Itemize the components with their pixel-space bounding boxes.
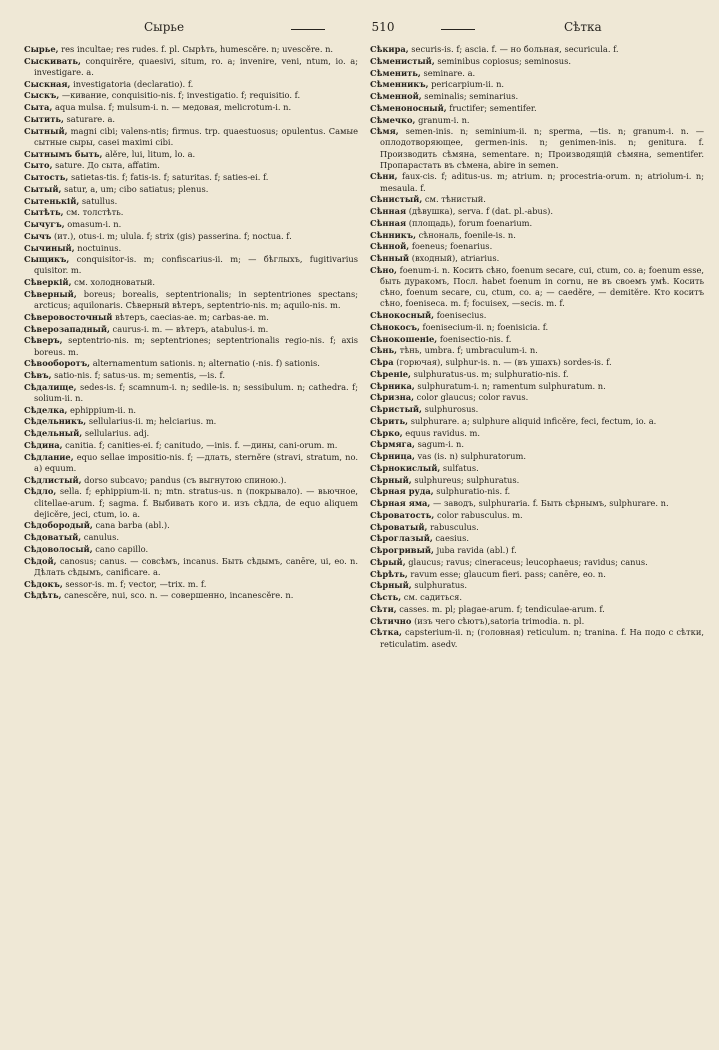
entry-headword: Сѣроглазый,	[370, 533, 433, 544]
entry-headword: Сыскъ,	[24, 90, 60, 101]
dictionary-entry	[370, 310, 704, 321]
entry-headword: Сырье,	[24, 44, 59, 54]
dictionary-entry	[370, 392, 704, 403]
entry-headword: Сѣмечко,	[370, 114, 416, 125]
dictionary-entry	[24, 486, 358, 519]
dictionary-entry	[24, 416, 358, 427]
entry-headword: Сѣделка,	[24, 404, 68, 415]
dictionary-entry	[24, 312, 358, 323]
entry-headword: Сѣтка,	[370, 627, 402, 638]
entry-definition: см. холодноватый.	[74, 277, 156, 288]
entry-headword: Сѣнный	[370, 253, 410, 264]
dictionary-entry	[24, 532, 358, 543]
entry-headword: Сѣдокъ,	[24, 578, 63, 589]
entry-definition: sulphurosus.	[424, 404, 479, 415]
dictionary-entry	[370, 533, 704, 544]
entry-headword: Сѣрнокислый,	[370, 462, 441, 473]
entry-headword: Сѣнникъ,	[370, 229, 416, 240]
entry-headword: Сѣрный,	[370, 580, 412, 591]
dictionary-entry	[370, 253, 704, 264]
entry-definition: — заводъ, sulphuraria. f. Быть сѣрнымъ, sulphurare. n.	[432, 498, 669, 509]
dictionary-entry	[24, 556, 358, 578]
entry-definition: sella. f; ephippium-ii. n; mtn. stratus-us. n (покрывало). — вьючное, clitellae-arum. f; sagma. f. Выбивать кого и. изъ сѣдла, de equo aliquem dejicĕre, jeci, ctum, io. a.	[34, 486, 358, 519]
entry-headword: Сѣроватость,	[370, 509, 435, 520]
dictionary-entry	[370, 369, 704, 380]
dictionary-entry	[370, 103, 704, 114]
entry-definition: sedes-is. f; scamnum-i. n; sedile-is. n; sessibulum. n; cathedra. f; solium-ii. n.	[34, 381, 359, 403]
entry-definition: вѣтеръ, caecias-ae. m; carbas-ae. m.	[115, 311, 269, 322]
header-left-guide-word: Сырье	[144, 20, 185, 34]
dictionary-entry	[24, 277, 358, 288]
entry-definition: sagum-i. n.	[417, 439, 465, 450]
dictionary-entry	[24, 370, 358, 381]
entry-headword: Сѣризна,	[370, 392, 415, 403]
entry-headword: Сѣнная	[370, 217, 407, 228]
dictionary-entry	[24, 579, 358, 590]
dictionary-entry	[370, 79, 704, 90]
dictionary-entry	[24, 90, 358, 101]
entry-headword: Сѣдельный,	[24, 428, 83, 439]
entry-headword: Сыщикъ,	[24, 254, 70, 265]
entry-definition: foenisecius.	[436, 310, 487, 321]
entry-headword: Сѣменной,	[370, 91, 422, 101]
dictionary-entry	[24, 475, 358, 486]
entry-headword: Сычиный,	[24, 242, 75, 253]
dictionary-entry	[370, 381, 704, 392]
entry-definition: ravum esse; glaucum fieri. pass; canēre, eo. n.	[410, 568, 606, 579]
entry-definition: caesius.	[435, 533, 470, 544]
entry-definition: sulfatus.	[442, 462, 479, 473]
dictionary-entry	[24, 102, 358, 113]
left-column	[24, 44, 358, 650]
dictionary-entry	[24, 160, 358, 171]
entry-definition: sellularius-ii. m; helciarius. m.	[88, 416, 217, 427]
entry-headword: Сѣтично	[370, 615, 412, 626]
entry-definition: sature. До сыта, affatim.	[55, 160, 160, 171]
entry-definition: canescĕre, nui, sco. n. — совершенно, incanescĕre. n.	[64, 590, 294, 601]
entry-definition: sulphureus; sulphuratus.	[414, 474, 520, 485]
entry-headword: Сѣрко,	[370, 427, 403, 438]
dictionary-entry	[370, 241, 704, 252]
entry-headword: Сѣнная	[370, 206, 407, 217]
entry-definition: securis-is. f; ascia. f. — но больная, securicula. f.	[411, 44, 619, 54]
entry-definition: rabusculus.	[430, 521, 479, 532]
dictionary-entry	[24, 56, 358, 78]
dictionary-entry	[370, 230, 704, 241]
entry-headword: Сѣдоватый,	[24, 532, 82, 543]
entry-definition: satullus.	[81, 195, 118, 206]
entry-definition: alternamentum sationis. n; alternatio (-nis. f) sationis.	[92, 358, 320, 369]
dictionary-entry	[370, 451, 704, 462]
dictionary-entry	[24, 184, 358, 195]
dictionary-entry	[370, 486, 704, 497]
entry-headword: Сытить,	[24, 113, 64, 124]
entry-definition: capsterium-ii. n; (головная) reticulum. n; tranina. f. На подо с сѣтки, reticulatim. asedv.	[380, 627, 705, 649]
entry-headword: Сѣнь,	[370, 345, 398, 356]
dictionary-entry	[370, 627, 704, 649]
entry-definition: cana barba (abl.).	[95, 520, 170, 531]
entry-definition: см. садиться.	[403, 592, 463, 603]
right-column	[370, 44, 704, 650]
entry-definition: sulphuratio-nis. f.	[436, 486, 511, 497]
entry-headword: Сѣнистый,	[370, 194, 423, 205]
entry-definition: sulphuratus.	[414, 580, 468, 591]
entry-headword: Сѣрная руда,	[370, 486, 434, 497]
entry-definition: fructifer; sementifer.	[449, 102, 537, 113]
entry-definition: casses. m. pl; plagae-arum. f; tendiculae-arum. f.	[399, 603, 605, 614]
entry-definition: dorso subcavo; pandus (съ выгнутою спиною.).	[84, 474, 287, 485]
entry-headword: Сѣверозападный,	[24, 323, 110, 334]
entry-definition: foenisecium-ii. n; foenisicia. f.	[422, 321, 549, 332]
entry-definition: (ит.), otus-i. m; ulula. f; strix (gis) passerina. f; noctua. f.	[54, 230, 292, 241]
entry-headword: Сѣверовосточный	[24, 311, 113, 322]
dictionary-entry	[24, 590, 358, 601]
dictionary-entry	[24, 79, 358, 90]
entry-headword: Сѣрогривый,	[370, 545, 434, 556]
entry-definition: canitia. f; canities-ei. f; canitudo, —inis. f. —дины, cani-orum. m.	[65, 439, 338, 450]
page-header	[24, 16, 705, 44]
dictionary-entry	[370, 115, 704, 126]
dictionary-entry	[24, 544, 358, 555]
entry-headword: Сѣменить,	[370, 67, 421, 78]
entry-definition: magni cibi; valens-ntis; firmus. trp. quaestuosus; opulentus. Самые сытные сыры, casei maximi cibi.	[34, 125, 358, 147]
dictionary-entry	[370, 604, 704, 615]
entry-headword: Сѣроватый,	[370, 521, 428, 532]
dictionary-entry	[370, 206, 704, 217]
entry-headword: Сѣвъ,	[24, 370, 52, 381]
dictionary-entry	[24, 114, 358, 125]
dictionary-entry	[370, 498, 704, 509]
entry-headword: Сытенькій,	[24, 195, 80, 206]
entry-headword: Сытный,	[24, 125, 68, 136]
entry-headword: Сѣно,	[370, 264, 397, 275]
entry-headword: Сѣрѣть,	[370, 568, 408, 579]
entry-headword: Сѣдельникъ,	[24, 416, 87, 427]
dictionary-entry	[24, 172, 358, 183]
dictionary-entry	[24, 358, 358, 369]
dictionary-entry	[24, 440, 358, 451]
dictionary-entry	[370, 218, 704, 229]
entry-headword: Сѣнокосъ,	[370, 321, 420, 332]
dictionary-entry	[370, 545, 704, 556]
entry-definition: (дѣвушка), serva. f (dat. pl.-abus).	[408, 206, 553, 217]
dictionary-entry	[370, 56, 704, 67]
entry-headword: Сѣверъ,	[24, 335, 63, 346]
dictionary-entry	[370, 322, 704, 333]
page-number: 510	[327, 20, 439, 34]
dictionary-entry	[24, 382, 358, 404]
dictionary-entry	[24, 207, 358, 218]
dictionary-entry	[370, 416, 704, 427]
entry-definition: faux-cis. f; aditus-us. m; atrium. n; procestria-orum. n; atriolum-i. n; mesaula. f.	[380, 171, 704, 193]
dictionary-entry	[24, 219, 358, 230]
entry-headword: Сѣдалище,	[24, 381, 77, 392]
dictionary-entry	[370, 345, 704, 356]
entry-definition: saturare. a.	[66, 113, 116, 124]
entry-headword: Сѣсть,	[370, 592, 402, 603]
entry-headword: Сѣкира,	[370, 44, 409, 54]
entry-definition: sellularius. adj.	[84, 428, 150, 439]
dictionary-entry	[370, 522, 704, 533]
entry-definition: seminibus copiosus; seminosus.	[437, 55, 571, 66]
entry-headword: Сѣдина,	[24, 439, 63, 450]
entry-headword: Сѣрый,	[370, 556, 406, 567]
entry-headword: Сыта,	[24, 102, 53, 113]
dictionary-entry	[24, 126, 358, 148]
dictionary-entry	[24, 335, 358, 357]
entry-headword: Сѣрница,	[370, 451, 415, 462]
entry-headword: Сѣдлание,	[24, 451, 74, 462]
dictionary-entry	[370, 616, 704, 627]
entry-headword: Сѣрить,	[370, 415, 409, 426]
dictionary-entry	[370, 475, 704, 486]
entry-definition: noctuinus.	[77, 242, 122, 253]
dictionary-entry	[24, 520, 358, 531]
entry-headword: Сѣменоносный,	[370, 102, 447, 113]
entry-definition: satietas-tis. f; fatis-is. f; saturitas. f; saties-ei. f.	[70, 172, 269, 183]
dictionary-entry	[370, 569, 704, 580]
entry-definition: (изъ чего сѣютъ),satoria trimodia. n. pl.	[414, 615, 585, 626]
entry-definition: res incultae; res rudes. f. pl. Сырѣть, humescĕre. n; uvescĕre. n.	[61, 44, 334, 54]
entry-headword: Сѣнокошеніе,	[370, 333, 438, 344]
entry-headword: Сытый,	[24, 183, 62, 194]
entry-definition: sessor-is. m. f; vector, —trix. m. f.	[65, 578, 207, 589]
entry-definition: sulphuratus-us. m; sulphuratio-nis. f.	[413, 368, 569, 379]
entry-headword: Сѣдлистый,	[24, 474, 82, 485]
dictionary-entry	[24, 289, 358, 311]
dictionary-entry	[24, 405, 358, 416]
entry-headword: Сѣверкій,	[24, 277, 72, 288]
entry-definition: cano capillo.	[95, 543, 149, 554]
entry-definition: canosus; canus. — совсѣмъ, incanus. Быть сѣдымъ, canēre, ui, eo. n. Дѣлать сѣдымъ, canificare. a.	[34, 555, 358, 577]
entry-headword: Сѣвооборотъ,	[24, 358, 91, 369]
text-columns	[24, 44, 705, 650]
dictionary-entry	[370, 510, 704, 521]
entry-headword: Сѣрный,	[370, 474, 412, 485]
dictionary-entry	[370, 463, 704, 474]
entry-headword: Сѣменникъ,	[370, 79, 429, 90]
entry-headword: Сѣреніе,	[370, 368, 411, 379]
entry-definition: seminare. a.	[423, 67, 476, 78]
entry-headword: Сѣменистый,	[370, 55, 435, 66]
entry-headword: Сѣнокосный,	[370, 310, 435, 321]
entry-definition: equo sellae impositio-nis. f; —длать, sternĕre (stravi, stratum, no. a) equum.	[34, 451, 359, 473]
dictionary-entry	[370, 265, 704, 310]
dictionary-entry	[370, 334, 704, 345]
entry-definition: omasum-i. n.	[67, 219, 122, 230]
entry-definition: alĕre, lui, litum, lo. a.	[105, 148, 196, 159]
dictionary-entry	[370, 404, 704, 415]
dictionary-entry	[370, 171, 704, 193]
entry-definition: сѣнональ, foenile-is. n.	[418, 229, 516, 240]
dictionary-entry	[370, 91, 704, 102]
entry-headword: Сытость,	[24, 172, 69, 183]
entry-definition: —кивание, conquisitio-nis. f; investigatio. f; requisitio. f.	[61, 90, 301, 101]
entry-headword: Сычугъ,	[24, 219, 65, 230]
entry-definition: color rabusculus. m.	[436, 509, 523, 520]
dictionary-entry	[24, 149, 358, 160]
dictionary-entry	[370, 44, 704, 55]
entry-definition: boreus; borealis, septentrionalis; in septentriones spectans; arcticus; aquilonaris. Сѣверный вѣтеръ, septentrio-nis. m; aquilo-nis. m.	[34, 288, 358, 311]
entry-definition: ephippium-ii. n.	[70, 404, 137, 415]
entry-definition: foenisectio-nis. f.	[439, 333, 512, 344]
entry-headword: Сычъ	[24, 230, 52, 241]
entry-definition: foenum-i. n. Косить сѣно, foenum secare, cui, ctum, co. a; foenum esse, быть дуракомъ, Посл. habet foenum in cornu, не въ своемъ умѣ. Косить сѣно, foenum secare, cu, ctum, co. a; — caedĕre, — demitĕre. Кто коситъ сѣно, foeniseca. m. f; focuisex, —secis. m. f.	[380, 264, 704, 309]
entry-headword: Сѣни,	[370, 171, 398, 182]
entry-headword: Сѣрмяга,	[370, 439, 415, 450]
entry-definition: (входный), atriarius.	[411, 253, 500, 264]
entry-definition: satur, a, um; cibo satiatus; plenus.	[64, 183, 209, 194]
entry-headword: Сѣра	[370, 357, 394, 368]
entry-definition: sulphuratum-i. n; ramentum sulphuratum. n.	[417, 380, 606, 391]
dictionary-entry	[370, 428, 704, 439]
dictionary-entry	[24, 428, 358, 439]
entry-definition: sulphurare. a; sulphure aliquid inficĕre, feci, fectum, io. a.	[410, 415, 657, 426]
dictionary-entry	[370, 68, 704, 79]
dictionary-entry	[370, 126, 704, 171]
entry-headword: Сытнымъ быть,	[24, 148, 103, 159]
entry-definition: conquisitor-is. m; confiscarius-ii. m; — бѣглыхъ, fugitivarius quisitor. m.	[34, 254, 358, 276]
entry-definition: glaucus; ravus; cineraceus; leucophaeus; ravidus; canus.	[408, 556, 648, 567]
dictionary-entry	[24, 254, 358, 276]
dictionary-entry	[370, 557, 704, 568]
entry-definition: satio-nis. f; satus-us. m; sementis, —is. f.	[54, 370, 225, 381]
header-right-guide-word: Сѣтка	[564, 20, 602, 34]
dictionary-entry	[24, 452, 358, 474]
entry-headword: Сѣмя,	[370, 126, 399, 137]
entry-definition: juba ravida (abl.) f.	[436, 545, 517, 556]
entry-headword: Сѣдло,	[24, 486, 57, 497]
entry-definition: granum-i. n.	[418, 114, 470, 125]
entry-definition: septentrio-nis. m; septentriones; septentrionalis regio-nis. f; axis boreus. m.	[34, 335, 359, 357]
entry-headword: Сѣверный,	[24, 288, 77, 299]
dictionary-entry	[24, 44, 358, 55]
entry-headword: Сѣнной,	[370, 241, 410, 252]
entry-definition: color glaucus; color ravus.	[416, 392, 529, 403]
entry-headword: Сѣрная яма,	[370, 498, 431, 509]
entry-headword: Сѣти,	[370, 603, 397, 614]
entry-headword: Сѣдобородый,	[24, 520, 93, 531]
entry-headword: Сытѣть,	[24, 207, 64, 218]
dictionary-entry	[24, 243, 358, 254]
entry-definition: тѣнь, umbra. f; umbraculum-i. n.	[399, 345, 538, 356]
entry-definition: vas (is. n) sulphuratorum.	[417, 451, 526, 462]
entry-headword: Сѣрника,	[370, 380, 415, 391]
entry-definition: см. тѣнистый.	[424, 194, 486, 205]
entry-headword: Сѣристый,	[370, 404, 422, 415]
entry-definition: см. толстѣть.	[66, 207, 124, 218]
entry-definition: (площадь), forum foenarium.	[408, 217, 533, 228]
entry-definition: conquirĕre, quaesivi, situm, ro. a; invenire, veni, ntum, io. a; investigare. a.	[34, 55, 359, 77]
dictionary-entry	[24, 231, 358, 242]
entry-definition: semen-inis. n; seminium-ii. n; sperma, —tis. n; granum-i. n. — оплодотворяющее, germen-inis. n; genimen-inis. n; genitura. f. Производить сѣмяна, sementare. n; Производящій сѣмяна, sementifer. Пропарастать въ сѣмена, abire in semen.	[380, 126, 705, 170]
entry-definition: canulus.	[83, 532, 119, 543]
dictionary-entry	[370, 439, 704, 450]
entry-definition: caurus-i. m. — вѣтеръ, atabulus-i. m.	[112, 323, 269, 334]
entry-definition: (горючая), sulphur-is. n. — (въ ушахъ) sordes-is. f.	[396, 357, 612, 368]
entry-definition: aqua mulsa. f; mulsum-i. n. — медовая, melicrotum-i. n.	[54, 102, 292, 113]
entry-headword: Сѣдой,	[24, 555, 57, 566]
entry-definition: equus ravidus. m.	[405, 427, 481, 438]
entry-definition: foeneus; foenarius.	[411, 241, 493, 252]
entry-headword: Сѣдѣть,	[24, 590, 62, 601]
dictionary-entry	[370, 357, 704, 368]
entry-definition: pericarpium-ii. n.	[431, 79, 505, 90]
entry-headword: Сыскивать,	[24, 55, 81, 66]
dictionary-entry	[370, 592, 704, 603]
entry-headword: Сыскная,	[24, 78, 71, 89]
dictionary-entry	[24, 196, 358, 207]
dictionary-entry	[370, 194, 704, 205]
entry-headword: Сыто,	[24, 160, 53, 171]
entry-headword: Сѣдоволосый,	[24, 543, 93, 554]
dictionary-entry	[370, 580, 704, 591]
dictionary-entry	[24, 324, 358, 335]
entry-definition: investigatoria (declaratio). f.	[73, 78, 194, 89]
entry-definition: seminalis; seminarius.	[424, 91, 519, 101]
